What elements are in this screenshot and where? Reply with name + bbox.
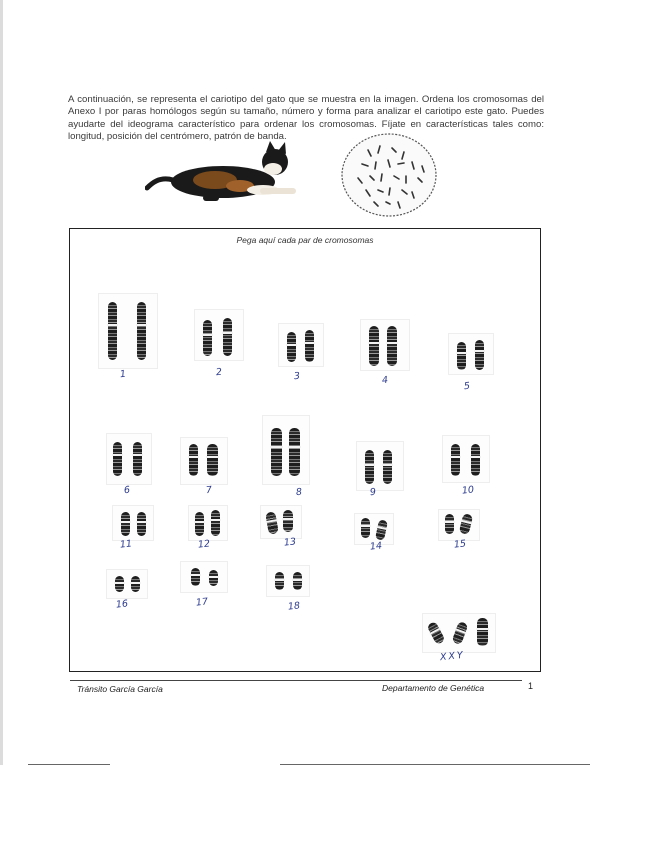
chromosome bbox=[265, 511, 279, 534]
chromosome-set-sex[interactable] bbox=[422, 613, 496, 653]
chromosome bbox=[452, 621, 469, 645]
chromosome bbox=[451, 444, 460, 476]
footer-department: Departamento de Genética bbox=[382, 683, 485, 693]
pair-label: 1 bbox=[119, 368, 127, 381]
chromosome bbox=[137, 512, 146, 536]
chromosome-pair-15[interactable] bbox=[438, 509, 480, 541]
pair-label: 4 bbox=[381, 374, 389, 387]
pair-label: 15 bbox=[453, 538, 467, 551]
scan-edge bbox=[0, 0, 3, 765]
chromosome bbox=[457, 342, 466, 370]
chromosome bbox=[203, 320, 212, 356]
chromosome-pair-17[interactable] bbox=[180, 561, 228, 593]
chromosome bbox=[477, 618, 488, 646]
chromosome bbox=[131, 576, 140, 592]
chromosome bbox=[115, 576, 124, 592]
chromosome bbox=[361, 518, 370, 538]
chromosome bbox=[383, 450, 392, 484]
chromosome-pair-13[interactable] bbox=[260, 505, 302, 539]
pair-label: 2 bbox=[215, 366, 223, 379]
pair-label: 3 bbox=[293, 370, 301, 383]
chromosome bbox=[121, 512, 130, 536]
chromosome bbox=[471, 444, 480, 476]
chromosome bbox=[305, 330, 314, 362]
scan-line bbox=[280, 764, 590, 765]
chromosome bbox=[209, 570, 218, 586]
chromosome bbox=[369, 326, 379, 366]
chromosome-pair-3[interactable] bbox=[278, 323, 324, 367]
karyotype-panel bbox=[69, 228, 541, 672]
chromosome bbox=[475, 340, 484, 370]
panel-title: Pega aquí cada par de cromosomas bbox=[236, 235, 374, 245]
chromosome bbox=[445, 514, 454, 534]
pair-label: 11 bbox=[119, 538, 133, 551]
chromosome-pair-4[interactable] bbox=[360, 319, 410, 371]
chromosome bbox=[375, 519, 388, 540]
footer-author: Tránsito García García bbox=[77, 684, 163, 694]
pair-label: 9 bbox=[369, 486, 377, 499]
pair-label: 18 bbox=[287, 600, 301, 613]
chromosome-pair-5[interactable] bbox=[448, 333, 494, 375]
footer-rule bbox=[70, 680, 522, 681]
chromosome bbox=[108, 302, 117, 360]
chromosome bbox=[365, 450, 374, 484]
pair-label: 7 bbox=[205, 484, 213, 497]
page-number: 1 bbox=[528, 681, 534, 691]
chromosome-pair-10[interactable] bbox=[442, 435, 490, 483]
chromosome bbox=[283, 510, 293, 532]
chromosome-pair-16[interactable] bbox=[106, 569, 148, 599]
chromosome bbox=[113, 442, 122, 476]
pair-label: 16 bbox=[115, 598, 129, 611]
chromosome bbox=[211, 510, 220, 536]
chromosome-pair-6[interactable] bbox=[106, 433, 152, 485]
chromosome-pair-18[interactable] bbox=[266, 565, 310, 597]
chromosome bbox=[275, 572, 284, 590]
metaphase-spread-image bbox=[340, 132, 438, 218]
chromosome bbox=[293, 572, 302, 590]
chromosome-pair-8[interactable] bbox=[262, 415, 310, 485]
chromosome-pair-7[interactable] bbox=[180, 437, 228, 485]
chromosome bbox=[189, 444, 198, 476]
intro-paragraph: A continuación, se representa el cariotipo del gato que se muestra en la imagen. Ordena los cromosomas del Anexo I por paras homólogos según su tamaño, número y forma para analizar el cariotipo este gato. Puedes ayudarte del ideograma característico para ordenar los cromosomas. Fíjate en características tales como: longitud, posición del centrómero, patrón de banda. bbox=[68, 93, 544, 143]
pair-label: XXY bbox=[439, 649, 466, 664]
chromosome bbox=[207, 444, 218, 476]
pair-label: 13 bbox=[283, 536, 297, 549]
pair-label: 6 bbox=[123, 484, 131, 497]
chromosome bbox=[133, 442, 142, 476]
pair-label: 5 bbox=[463, 380, 471, 393]
chromosome-pair-2[interactable] bbox=[194, 309, 244, 361]
pair-label: 12 bbox=[197, 538, 211, 551]
chromosome-pair-1[interactable] bbox=[98, 293, 158, 369]
chromosome-pair-11[interactable] bbox=[112, 505, 154, 541]
pair-label: 17 bbox=[195, 596, 209, 609]
chromosome-pair-9[interactable] bbox=[356, 441, 404, 491]
chromosome bbox=[223, 318, 232, 356]
chromosome bbox=[287, 332, 296, 362]
chromosome bbox=[271, 428, 282, 476]
pair-label: 10 bbox=[461, 484, 475, 497]
chromosome bbox=[387, 326, 397, 366]
chromosome bbox=[137, 302, 146, 360]
pair-label: 14 bbox=[369, 540, 383, 553]
cat-photo bbox=[145, 140, 300, 206]
scan-line bbox=[28, 764, 110, 765]
pair-label: 8 bbox=[295, 486, 303, 499]
chromosome bbox=[289, 428, 300, 476]
chromosome bbox=[195, 512, 204, 536]
chromosome bbox=[191, 568, 200, 586]
chromosome-pair-12[interactable] bbox=[188, 505, 228, 541]
chromosome bbox=[426, 621, 445, 645]
chromosome bbox=[459, 513, 474, 535]
